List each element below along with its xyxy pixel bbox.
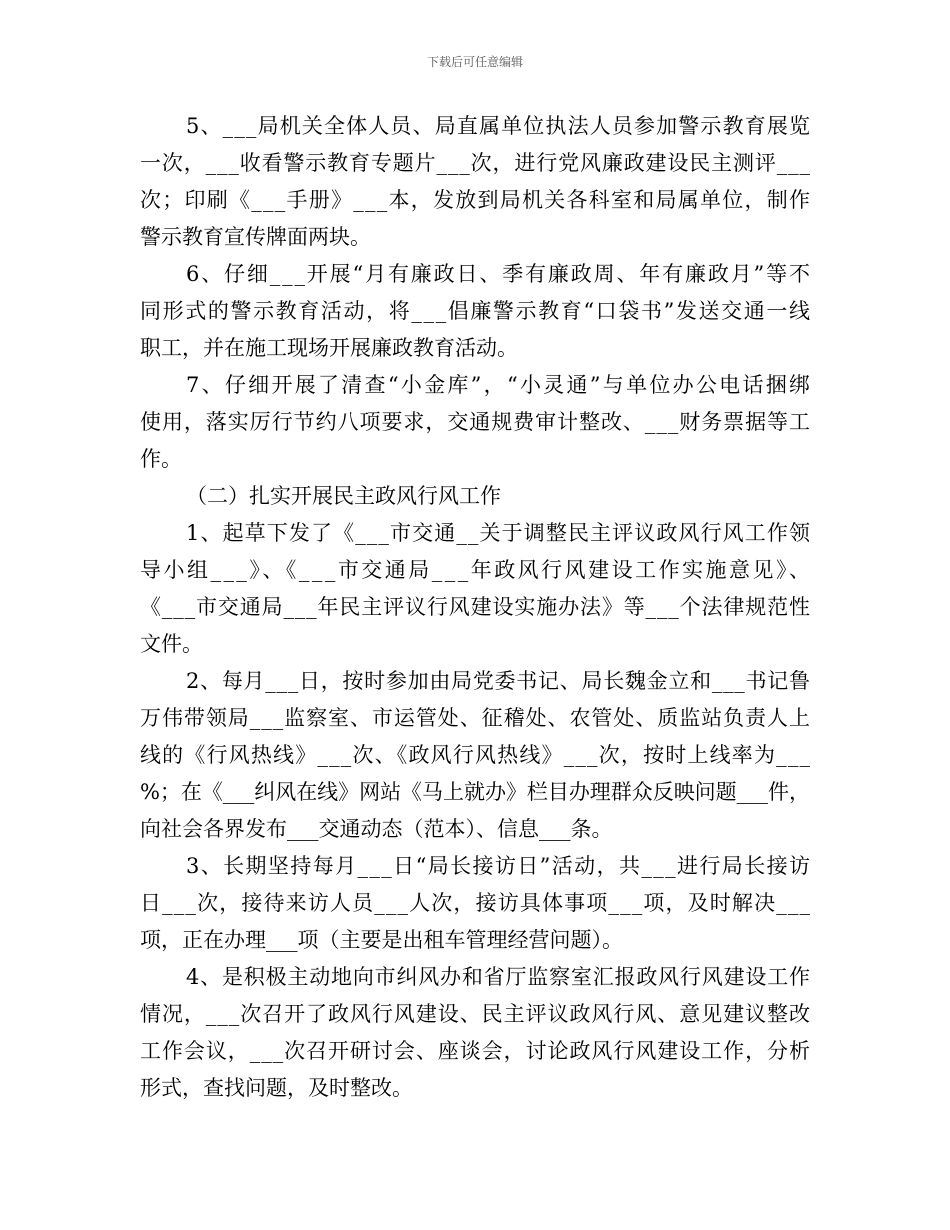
paragraph-line: 形式，查找问题，及时整改。 bbox=[140, 1076, 413, 1100]
download-note: 下载后可任意编辑 bbox=[426, 55, 523, 69]
paragraph-line: 线的《行风热线》___次、《政风行风热线》___次，按时上线率为___ bbox=[140, 743, 812, 767]
paragraph-line: 工作会议，___次召开研讨会、座谈会，讨论政风行风建设工作，分析 bbox=[140, 1039, 811, 1063]
paragraph-line: 同形式的警示教育活动，将___倡廉警示教育“口袋书”发送交通一线 bbox=[140, 299, 812, 323]
paragraph-line: 一次，___收看警示教育专题片___次，进行党风廉政建设民主测评___ bbox=[140, 151, 811, 175]
paragraph-line: 4、是积极主动地向市纠风办和省厅监察室汇报政风行风建设工作 bbox=[186, 965, 811, 989]
paragraph-item-1 bbox=[140, 515, 813, 663]
paragraph-line: 5、___局机关全体人员、局直属单位执法人员参加警示教育展览 bbox=[186, 114, 812, 138]
paragraph-line: 日___次，接待来访人员___人次，接访具体事项___项，及时解决___ bbox=[140, 891, 812, 915]
paragraph-item-7 bbox=[140, 367, 813, 478]
paragraph-line: 次；印刷《___手册》___本，发放到局机关各科室和局属单位，制作 bbox=[140, 188, 812, 212]
paragraph-line: 导小组___》、《___市交通局___年政风行风建设工作实施意见》、 bbox=[140, 558, 813, 582]
paragraph-line: 7、仔细开展了清查“小金库”，“小灵通”与单位办公电话捆绑 bbox=[186, 373, 813, 397]
paragraph-line: 情况，___次召开了政风行风建设、民主评议政风行风、意见建议整改 bbox=[140, 1002, 811, 1026]
paragraph-line: %；在《___纠风在线》网站《马上就办》栏目办理群众反映问题___件， bbox=[140, 780, 810, 804]
paragraph-item-5 bbox=[140, 108, 810, 256]
paragraph-line: 向社会各界发布___交通动态（范本）、信息___条。 bbox=[140, 817, 613, 841]
paragraph-line: 使用，落实厉行节约八项要求，交通规费审计整改、___财务票据等工 bbox=[140, 410, 811, 434]
document-body bbox=[140, 108, 813, 1107]
paragraph-line: 项，正在办理___项（主要是出租车管理经营问题）。 bbox=[140, 928, 623, 952]
paragraph-line: 职工，并在施工现场开展廉政教育活动。 bbox=[140, 336, 518, 360]
paragraph-line: 警示教育宣传牌面两块。 bbox=[140, 225, 371, 249]
paragraph-item-6 bbox=[140, 256, 810, 367]
paragraph-item-2 bbox=[140, 663, 810, 848]
paragraph-item-3 bbox=[140, 848, 810, 959]
paragraph-item-4 bbox=[140, 959, 810, 1107]
paragraph-line: 2、每月___日，按时参加由局党委书记、局长魏金立和___书记鲁 bbox=[186, 669, 811, 693]
paragraph-line: 3、长期坚持每月___日“局长接访日”活动，共___进行局长接访 bbox=[186, 854, 812, 878]
paragraph-line: 作。 bbox=[140, 447, 182, 471]
paragraph-line: 万伟带领局___监察室、市运管处、征稽处、农管处、质监站负责人上 bbox=[140, 706, 811, 730]
paragraph-line: 1、起草下发了《___市交通__关于调整民主评议政风行风工作领 bbox=[186, 521, 812, 545]
paragraph-line: 《___市交通局___年民主评议行风建设实施办法》等___个法律规范性 bbox=[140, 595, 811, 619]
paragraph-line: 文件。 bbox=[140, 632, 203, 656]
paragraph-line: 6、仔细___开展“月有廉政日、季有廉政周、年有廉政月”等不 bbox=[186, 262, 812, 286]
section-heading: （二）扎实开展民主政风行风工作 bbox=[186, 484, 501, 508]
